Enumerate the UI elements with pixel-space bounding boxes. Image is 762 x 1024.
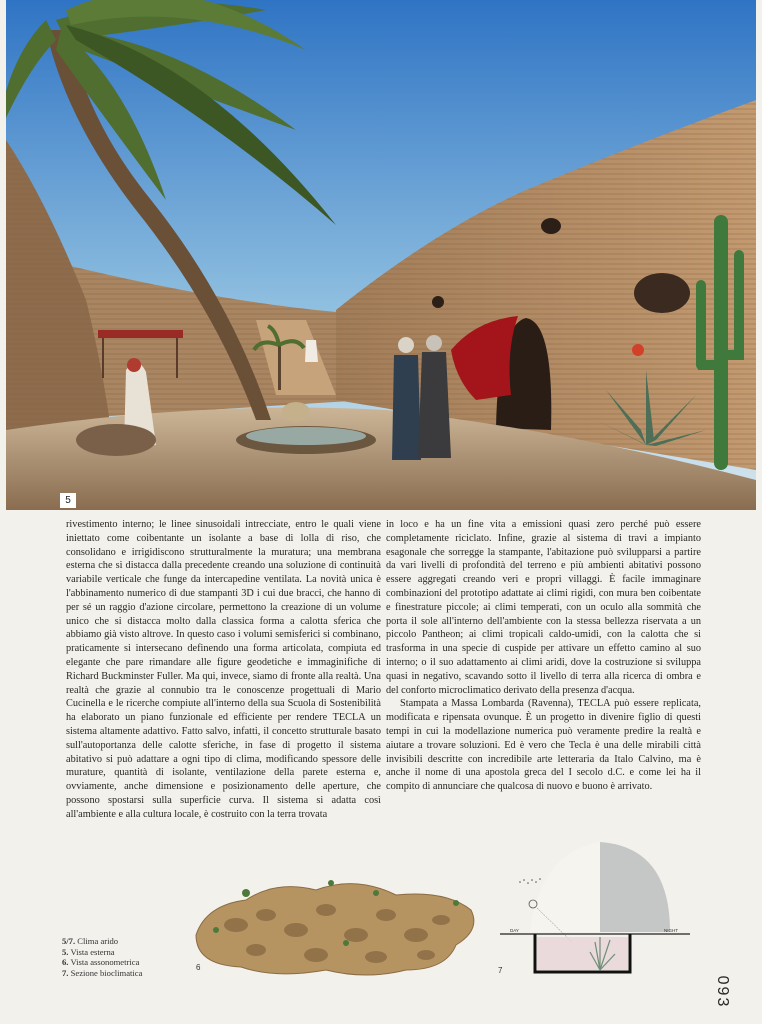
caption-line: 5. Vista esterna (62, 946, 115, 957)
text-column-left (66, 518, 381, 822)
desert-village-rendering (6, 0, 756, 510)
paragraph-right-1: in loco e ha un fine vita a emissioni quasi zero perché può essere completamente riciclato. Infine, grazie al sistema di travi a impianto esagonale che sorregge la stampante, l'abitazione può svilupparsi a partire da vari livelli di profondità del terreno e più ambienti abitativi possono essere aggregati creando veri e propri villaggi. È facile immaginare combinazioni del prototipo adattate ai climi rigidi, con mura ben coibentate e finestrature piccole; ai climi temperati, con un oculo alla sommità che porta il sole all'interno dell'ambiente con la stessa bellezza riservata a un piccolo Pantheon; ai climi tropicali caldo-umidi, con la calotta che si trasforma in una specie di cuspide per attivare un effetto camino al suo interno; o il suo adattamento ai climi aridi, dove la costruzione si sviluppa quasi in negativo, scavando sotto il livello di terra alla ricerca di ombra e del conforto microclimatico derivato della presenza d'acqua. (386, 519, 701, 696)
paragraph-left: rivestimento interno; le linee sinusoidali intrecciate, entro le quali viene iniettato come coibentante un isolante a base di lolla di riso, che consolidano e irrigidiscono strutturalmente la muratura; una membrana esterna che si distacca dalla precedente creando una soluzione di continuità variabile verticale che funge da intercapedine ventilata. La novità unica è l'abbinamento numerico di due stampanti 3D i cui due bracci, che hanno di per sé un raggio d'azione circolare, permettono la creazione di un volume unico che si distacca molto dalla classica forma a calotta sferica che abbiamo già visto altrove. In questo caso i volumi semisferici si combinano, praticamente si intersecano definendo una forma articolata, compiuta ed elegante che pare rimandare alle figure geodetiche e immaginifiche di Richard Buckminster Fuller. Ma qui, invece, siamo di fronte alla realtà. Una realtà che grazie al connubio tra le conoscenze progettuali di Mario Cucinella e le ricerche compiute all'interno della sua Scuola di Sostenibilità ha elaborato un piano funzionale ed efficiente per rendere TECLA un sistema altamente adattivo. Fatto salvo, infatti, il concetto strutturale basato sull'autoportanza delle calotte sferiche, in fase di progetto il sistema abitativo si può adattare a ogni tipo di clima, modificando spessore delle murature, quantità di isolante, ventilazione della parete esterna e, ovviamente, anche dimensione e posizionamento delle aperture, che possono spostarsi sulla superficie curva. Il sistema si adatta così all'ambiente e alla cultura locale, è costruito con la terra trovata (66, 519, 381, 820)
hero-photo (6, 0, 756, 510)
caption-line: 6. Vista assonometrica (62, 957, 140, 967)
figure-number-7: 7 (498, 966, 503, 975)
section-label-night: NIGHT (664, 928, 678, 933)
figure-captions (62, 936, 142, 978)
figure-number-6: 6 (196, 963, 201, 972)
text-column-right (386, 518, 701, 794)
caption-line: 5/7. Clima arido (62, 936, 119, 946)
bioclimatic-section-drawing (500, 842, 695, 982)
axonometric-village-drawing (186, 875, 481, 980)
page-number: 093 (714, 975, 731, 1009)
paragraph-right-2: Stampata a Massa Lombarda (Ravenna), TECLA può essere replicata, modificata e ripensata ovunque. È un progetto in divenire figlio di questi tempi in cui la modellazione numerica può veramente predire la realtà e aiutare a trovare soluzioni. Ed è vero che Tecla è una delle mirabili città invisibili descritte con incredibile arte letteraria da Italo Calvino, ma è anche il nome di una apostola greca del I secolo d.C. e come lei ha il compito di annunciare che qualcosa di nuovo e buono è arrivato. (386, 698, 701, 793)
figure-number-5: 5 (60, 493, 76, 508)
section-label-day: DAY (510, 928, 519, 933)
caption-line: 7. Sezione bioclimatica (62, 967, 143, 978)
